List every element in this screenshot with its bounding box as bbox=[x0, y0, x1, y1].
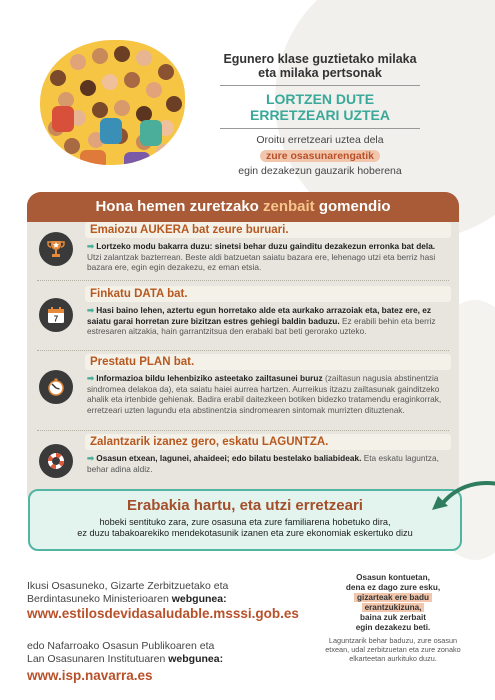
item-body bbox=[87, 373, 449, 415]
item-body bbox=[87, 241, 449, 273]
item-body-rest: Eta eskatu laguntza, behar adina aldiz. bbox=[87, 453, 439, 474]
item-body-rest: Ez erabili behin eta berriz estresaren aitzakia, hain garrantzitsua den erabaki bat beti gerorako uzteko. bbox=[87, 315, 436, 336]
advice-item bbox=[27, 354, 459, 415]
item-heading: Zalantzarik izanez gero, eskatu LAGUNTZA. bbox=[85, 434, 451, 450]
panel-title-b: gomendio bbox=[318, 198, 391, 215]
note-line: egin dezakezu beti. bbox=[355, 623, 431, 632]
side-note bbox=[325, 573, 461, 663]
note-line: dena ez dago zure esku, bbox=[345, 583, 441, 592]
info-block-1 bbox=[27, 580, 228, 606]
decision-box bbox=[28, 489, 462, 551]
item-body-bold: Hasi baino lehen, aztertu egun horretako alde eta aurkako arrazoiak eta, batez ere, ez saiatu garai horretan zure bizitzan estres gehiegi baldin baduzu. bbox=[87, 305, 432, 326]
info2c: webgunea: bbox=[168, 653, 224, 665]
item-heading: Finkatu DATA bat. bbox=[85, 286, 451, 302]
calendar-icon bbox=[39, 298, 73, 332]
arrow-icon: ➡ bbox=[87, 373, 94, 383]
divider bbox=[220, 85, 420, 86]
separator bbox=[37, 430, 449, 431]
item-body-bold: Osasun etxean, lagunei, ahaideei; edo bilatu bestelako baliabideak. bbox=[96, 453, 362, 463]
info1a: Ikusi Osasuneko, Gizarte Zerbitzuetako eta bbox=[27, 580, 229, 592]
decision-title: Erabakia hartu, eta utzi erretzeari bbox=[127, 497, 363, 514]
item-heading: Prestatu PLAN bat. bbox=[85, 354, 451, 370]
arrow-icon: ➡ bbox=[87, 453, 94, 463]
note-line: Osasun kontuetan, bbox=[356, 573, 430, 582]
info2b: Lan Osasunaren Institutuaren bbox=[27, 653, 166, 665]
curved-arrow-icon bbox=[420, 478, 495, 518]
header-highlight: zure osasunarengatik bbox=[260, 150, 380, 162]
panel-title bbox=[27, 192, 459, 222]
svg-text:7: 7 bbox=[53, 314, 59, 324]
header-line2b: ERRETZEARI UZTEA bbox=[250, 107, 390, 123]
url-link-1[interactable]: www.estilosdevidasaludable.msssi.gob.es bbox=[27, 606, 299, 621]
header-line2a: LORTZEN DUTE bbox=[265, 91, 375, 107]
header bbox=[200, 52, 440, 177]
advice-item bbox=[27, 434, 459, 474]
header-line4: egin dezakezun gauzarik hoberena bbox=[238, 165, 402, 177]
info1c: webgunea: bbox=[171, 593, 227, 605]
header-line1b: eta milaka pertsonak bbox=[258, 66, 382, 80]
note-line-highlight: erantzukizuna, bbox=[362, 603, 425, 612]
panel-title-highlight: zenbait bbox=[263, 198, 315, 215]
arrow-icon: ➡ bbox=[87, 305, 94, 315]
url-link-2[interactable]: www.isp.navarra.es bbox=[27, 668, 153, 683]
note-line-highlight: gizarteak ere badu bbox=[354, 593, 432, 602]
lifebuoy-icon bbox=[39, 444, 73, 478]
advice-panel bbox=[27, 192, 459, 508]
info2a: edo Nafarroako Osasun Publikoaren eta bbox=[27, 640, 215, 652]
divider bbox=[220, 128, 420, 129]
advice-item bbox=[27, 222, 459, 273]
item-body bbox=[87, 305, 449, 337]
item-heading: Emaiozu AUKERA bat zeure buruari. bbox=[85, 222, 451, 238]
item-body-rest: (zailtasun nagusia abstinentzia sindromea delakoa da), eta saiatu haiei aurrea hartzen. Aurreikus itzazu zailtasunak gainditzeko ahalik eta irtenbide gehienak. Badira erabil daitezkeen botiken bidezko tratamendu eraginkorrak, erretzeari uzten lagundu eta abstinentzia sindromearen sintomak murrizten dituztenak. bbox=[87, 373, 442, 415]
decision-sub1: hobeki sentituko zara, zure osasuna eta zure familiarena hobetuko dira, bbox=[99, 517, 391, 527]
advice-item bbox=[27, 286, 459, 337]
separator bbox=[37, 280, 449, 281]
item-body-bold: Informazioa bildu lehenbiziko asteetako zailtasunei buruz bbox=[96, 373, 323, 383]
info1b: Berdintasuneko Ministerioaren bbox=[27, 593, 169, 605]
header-line1a: Egunero klase guztietako milaka bbox=[223, 52, 417, 66]
trophy-icon bbox=[39, 232, 73, 266]
separator bbox=[37, 350, 449, 351]
note-small: Laguntzarik behar baduzu, zure osasun etxean, udal zerbitzuetan eta zure zonako elkarteetan aurkituko duzu. bbox=[325, 636, 461, 663]
note-line: baina zuk zerbait bbox=[360, 613, 426, 622]
stopwatch-icon bbox=[39, 370, 73, 404]
item-body-rest: Utzi zalantzak bazterrean. Beste aldi batzuetan saiatu bazara ere, lehenago utzi eta berriz hasi bazara ere, egin egin dezakezu, ez eman etsia. bbox=[87, 251, 436, 272]
item-body-bold: Lortzeko modu bakarra duzu: sinetsi behar duzu gainditu dezakezun erronka bat dela. bbox=[96, 241, 436, 251]
arrow-icon: ➡ bbox=[87, 241, 94, 251]
crowd-illustration bbox=[40, 40, 185, 165]
panel-title-a: Hona hemen zuretzako bbox=[95, 198, 259, 215]
info-block-2 bbox=[27, 640, 223, 666]
item-body bbox=[87, 453, 449, 474]
decision-sub2: ez duzu tabakoarekiko mendekotasunik izanen eta zure ekonomiak eskertuko dizu bbox=[77, 528, 413, 538]
header-line3: Oroitu erretzeari uztea dela bbox=[256, 134, 384, 146]
